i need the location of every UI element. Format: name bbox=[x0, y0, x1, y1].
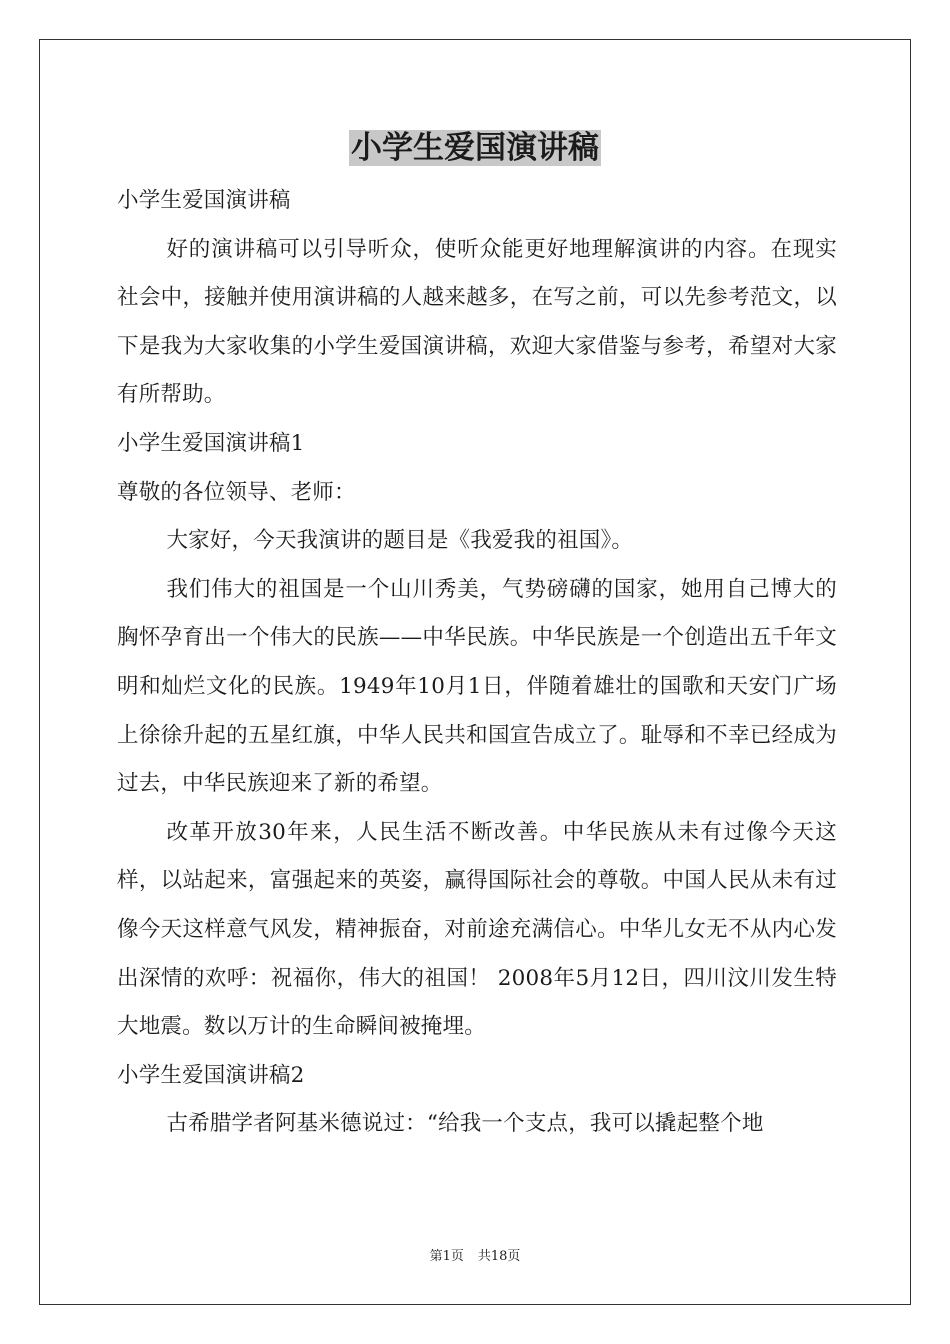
document-title-text: 小学生爱国演讲稿 bbox=[351, 130, 599, 166]
document-body bbox=[117, 177, 837, 1149]
page-number: 第1页 bbox=[429, 1249, 464, 1264]
body-paragraph: 改革开放30年来，人民生活不断改善。中华民族从未有过像今天这样，以站起来，富强起来的英姿，赢得国际社会的尊敬。中国人民从未有过像今天这样意气风发，精神振奋，对前途充满信心。中华儿女无不从内心发出深情的欢呼：祝福你，伟大的祖国！ 2008年5月12日，四川汶川发生特大地震。数以万计的生命瞬间被掩埋。 bbox=[117, 819, 837, 1040]
intro-heading: 小学生爱国演讲稿 bbox=[117, 188, 291, 213]
salutation: 尊敬的各位领导、老师： bbox=[117, 479, 356, 505]
body-paragraph: 大家好，今天我演讲的题目是《我爱我的祖国》。 bbox=[166, 528, 634, 554]
body-paragraph: 古希腊学者阿基米德说过：“给我一个支点，我可以撬起整个地 bbox=[166, 1111, 764, 1137]
body-paragraph: 我们伟大的祖国是一个山川秀美，气势磅礴的国家，她用自己博大的胸怀孕育出一个伟大的民族——中华民族。中华民族是一个创造出五千年文明和灿烂文化的民族。1949年10月1日，伴随着雄壮的国歌和天安门广场上徐徐升起的五星红旗，中华人民共和国宣告成立了。耻辱和不幸已经成为过去，中华民族迎来了新的希望。 bbox=[117, 576, 837, 797]
page-total: 共18页 bbox=[477, 1249, 521, 1264]
page-footer bbox=[0, 1248, 950, 1266]
section-heading-2: 小学生爱国演讲稿2 bbox=[117, 1062, 305, 1088]
intro-paragraph: 好的演讲稿可以引导听众，使听众能更好地理解演讲的内容。在现实社会中，接触并使用演讲稿的人越来越多，在写之前，可以先参考范文，以下是我为大家收集的小学生爱国演讲稿，欢迎大家借鉴与参考，希望对大家有所帮助。 bbox=[117, 236, 837, 408]
section-heading-1: 小学生爱国演讲稿1 bbox=[117, 430, 305, 456]
document-title bbox=[0, 126, 950, 170]
